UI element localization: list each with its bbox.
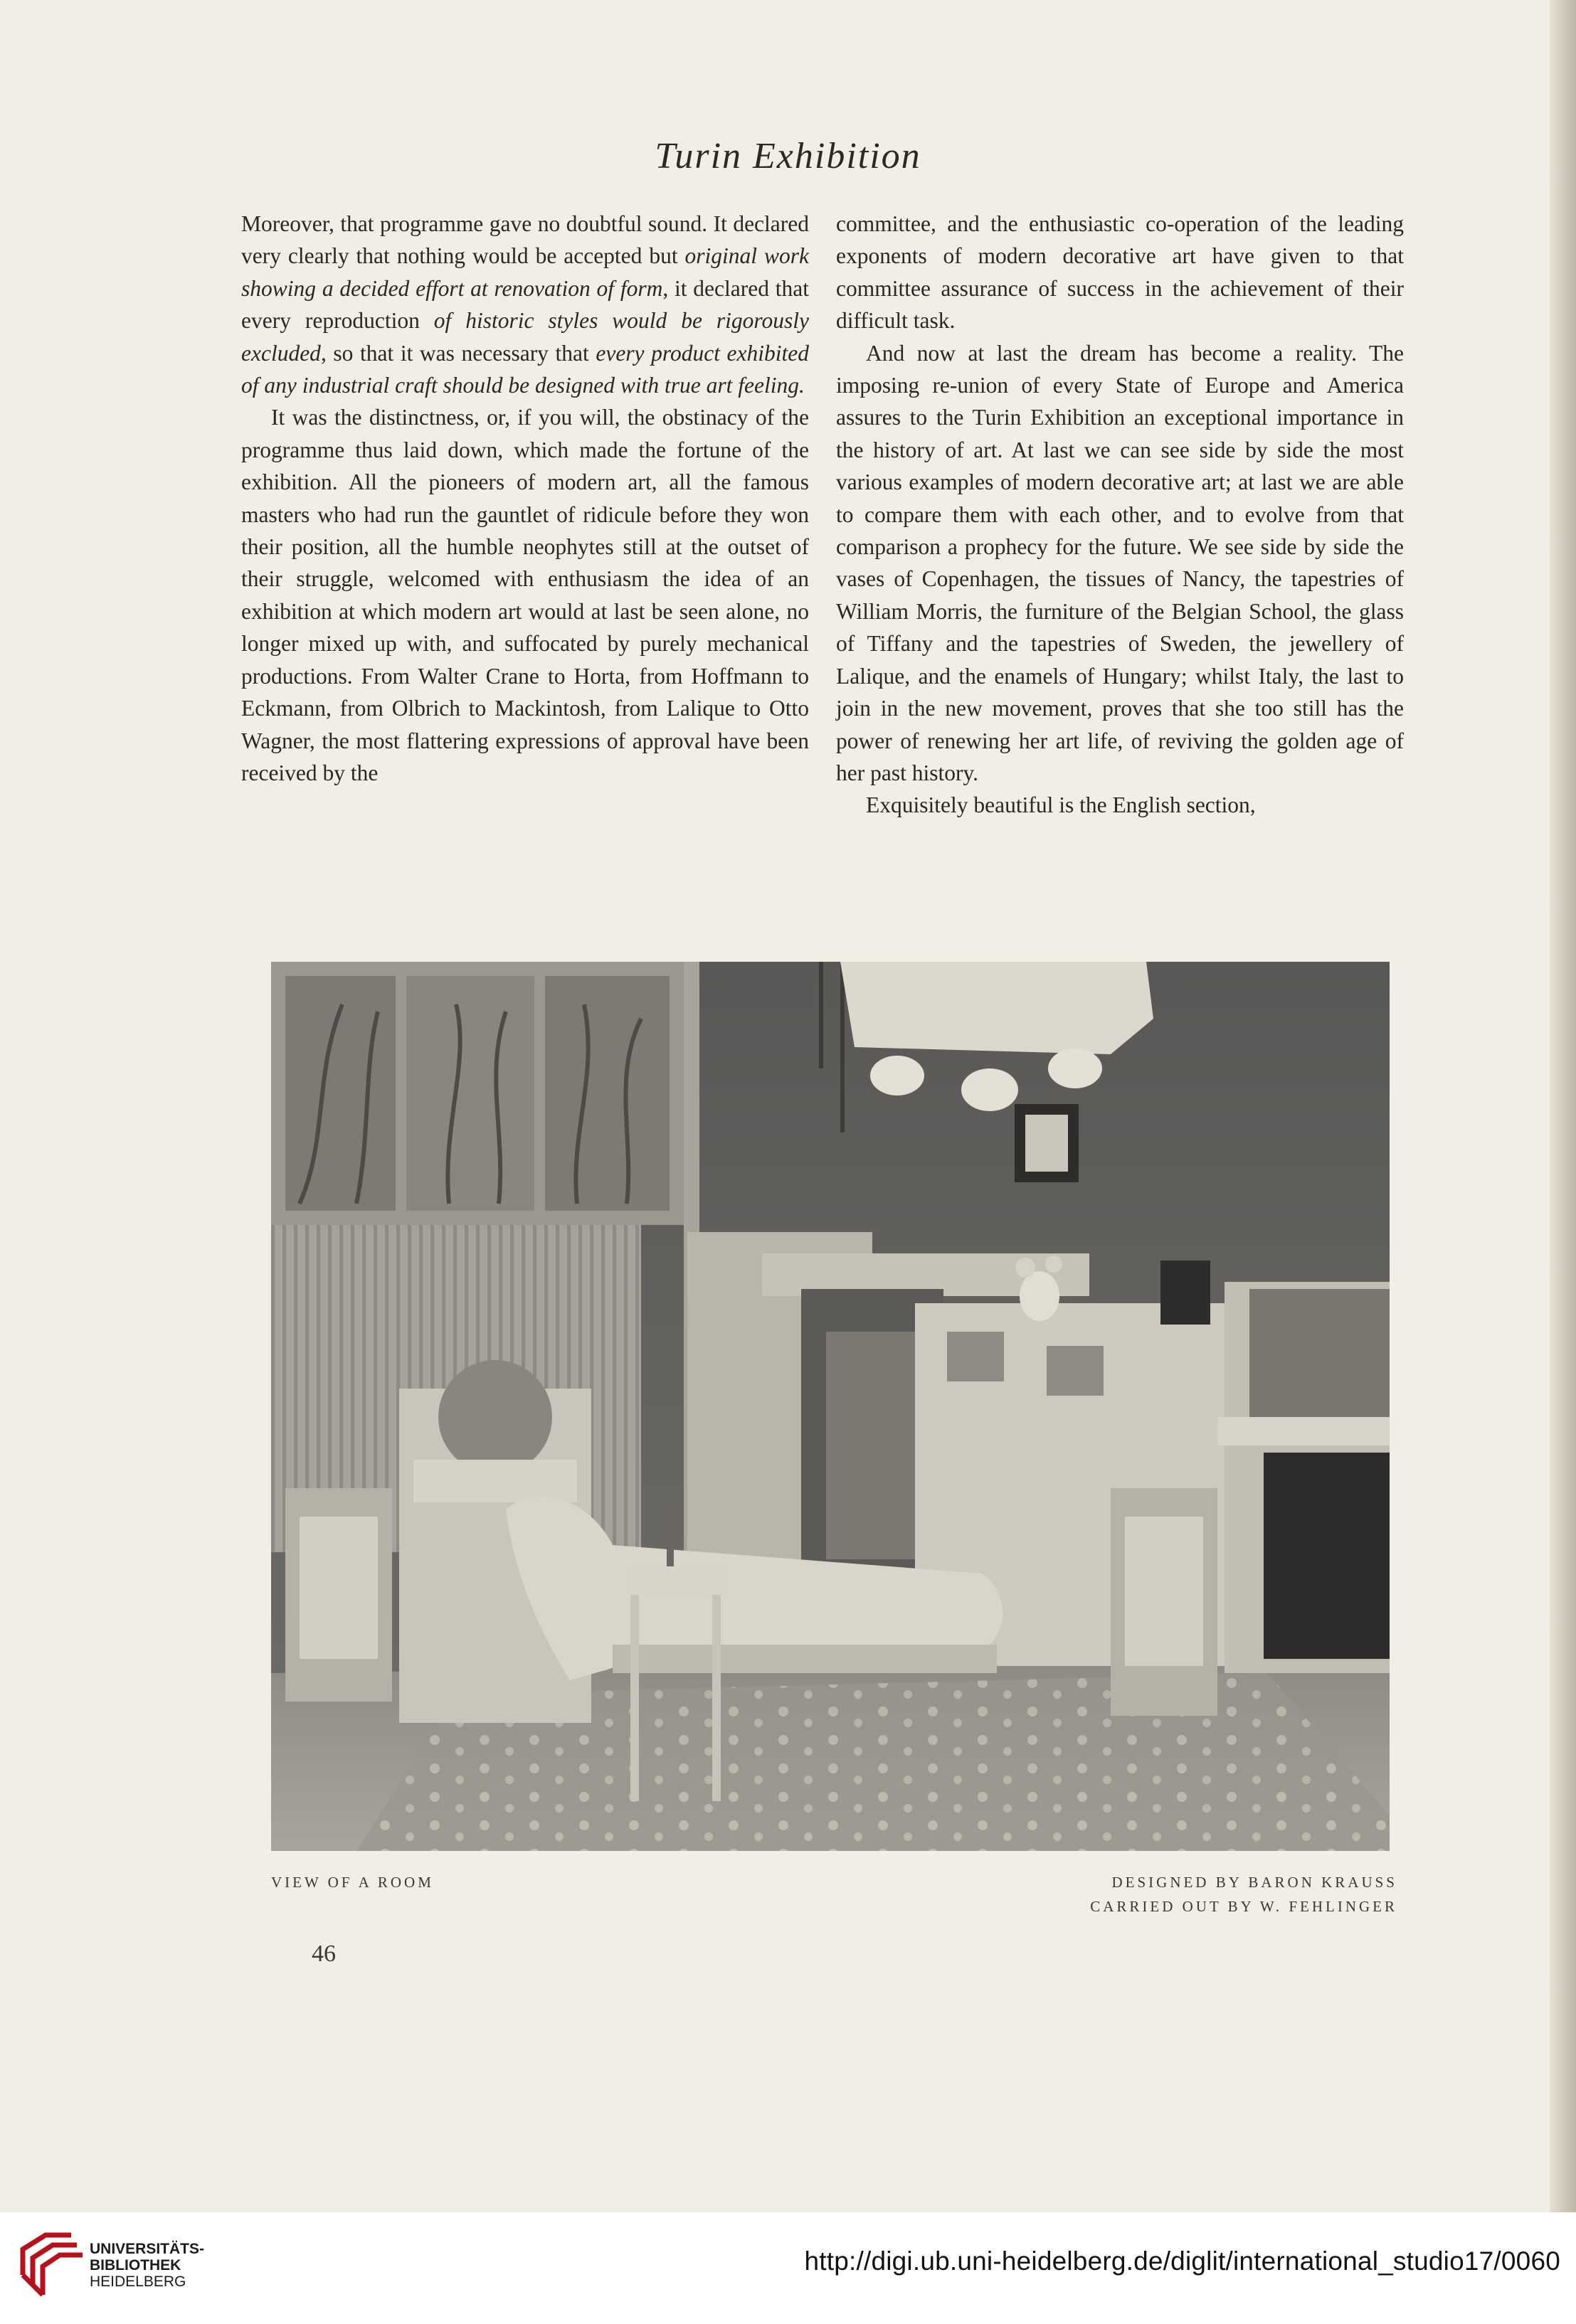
caption-left: VIEW OF A ROOM [271, 1874, 434, 1891]
paragraph [836, 208, 1404, 337]
text-column-left [241, 208, 809, 789]
page-edge [1550, 0, 1576, 2212]
italic-run: of historic styles would be rigorously excluded [241, 308, 809, 366]
heidelberg-library-logo-icon [14, 2225, 85, 2305]
running-title: Turin Exhibition [655, 136, 921, 176]
library-name-line: BIBLIOTHEK [90, 2257, 181, 2273]
library-name-line: HEIDELBERG [90, 2273, 186, 2290]
caption-maker: CARRIED OUT BY W. FEHLINGER [1090, 1898, 1397, 1915]
caption-designer: DESIGNED BY BARON KRAUSS [1111, 1874, 1397, 1891]
page-number: 46 [312, 1941, 336, 1967]
paragraph [241, 208, 809, 401]
text-run: Exquisitely beautiful is the English section, [866, 792, 1256, 818]
library-name [90, 2241, 204, 2290]
library-name-line: UNIVERSITÄTS- [90, 2241, 205, 2257]
paragraph [836, 337, 1404, 790]
italic-run: original work showing a decided effort at renovation of form [241, 243, 809, 301]
text-run: , it declared that every reproduction [241, 275, 810, 334]
text-run: Moreover, that programme gave no doubtful sound. It declared very clearly that nothing would be accepted but [241, 211, 809, 269]
text-run: And now at last the dream has become a reality. The imposing re-union of every State of Europe and America assures to the Turin Exhibition an exceptional importance in the history of art. At last we can see side by side the most various examples of modern decorative art; at last we are able to compare them with each other, and to evolve from that comparison a prophecy for the future. We see side by side the vases of Copenhagen, the tissues of Nancy, the tapestries of William Morris, the furniture of the Belgian School, the glass of Tiffany and the tapestries of Sweden, the jewellery of Lalique, and the enamels of Hungary; whilst Italy, the last to join in the new movement, proves that she too still has the power of renewing her art life, of reviving the golden age of her past history. [836, 340, 1404, 785]
italic-run: every product exhibited of any industrial craft should be designed with true art feeling. [241, 340, 809, 398]
paragraph [836, 789, 1404, 821]
text-run: It was the distinctness, or, if you will, the obstinacy of the programme thus laid down, which made the fortune of the exhibition. All the pioneers of modern art, all the famous masters who had run the gauntlet of ridicule before they won their position, all the humble neophytes still at the outset of their struggle, welcomed with enthusiasm the idea of an exhibition at which modern art would at last be seen alone, no longer mixed up with, and suffocated by purely mechanical productions. From Walter Crane to Horta, from Hoffmann to Eckmann, from Olbrich to Mackintosh, from Lalique to Otto Wagner, the most flattering expressions of approval have been received by the [241, 405, 809, 785]
text-column-right [836, 208, 1404, 822]
source-url-link[interactable]: http://digi.ub.uni-heidelberg.de/diglit/international_studio17/0060 [804, 2246, 1560, 2276]
room-photograph [271, 962, 1390, 1851]
paragraph [241, 401, 809, 789]
text-run: committee, and the enthusiastic co-operation of the leading exponents of modern decorative art have given to that committee assurance of success in the achievement of their difficult task. [836, 211, 1404, 334]
text-run: , so that it was necessary that [320, 340, 596, 366]
room-photograph-drawing [271, 962, 1390, 1851]
